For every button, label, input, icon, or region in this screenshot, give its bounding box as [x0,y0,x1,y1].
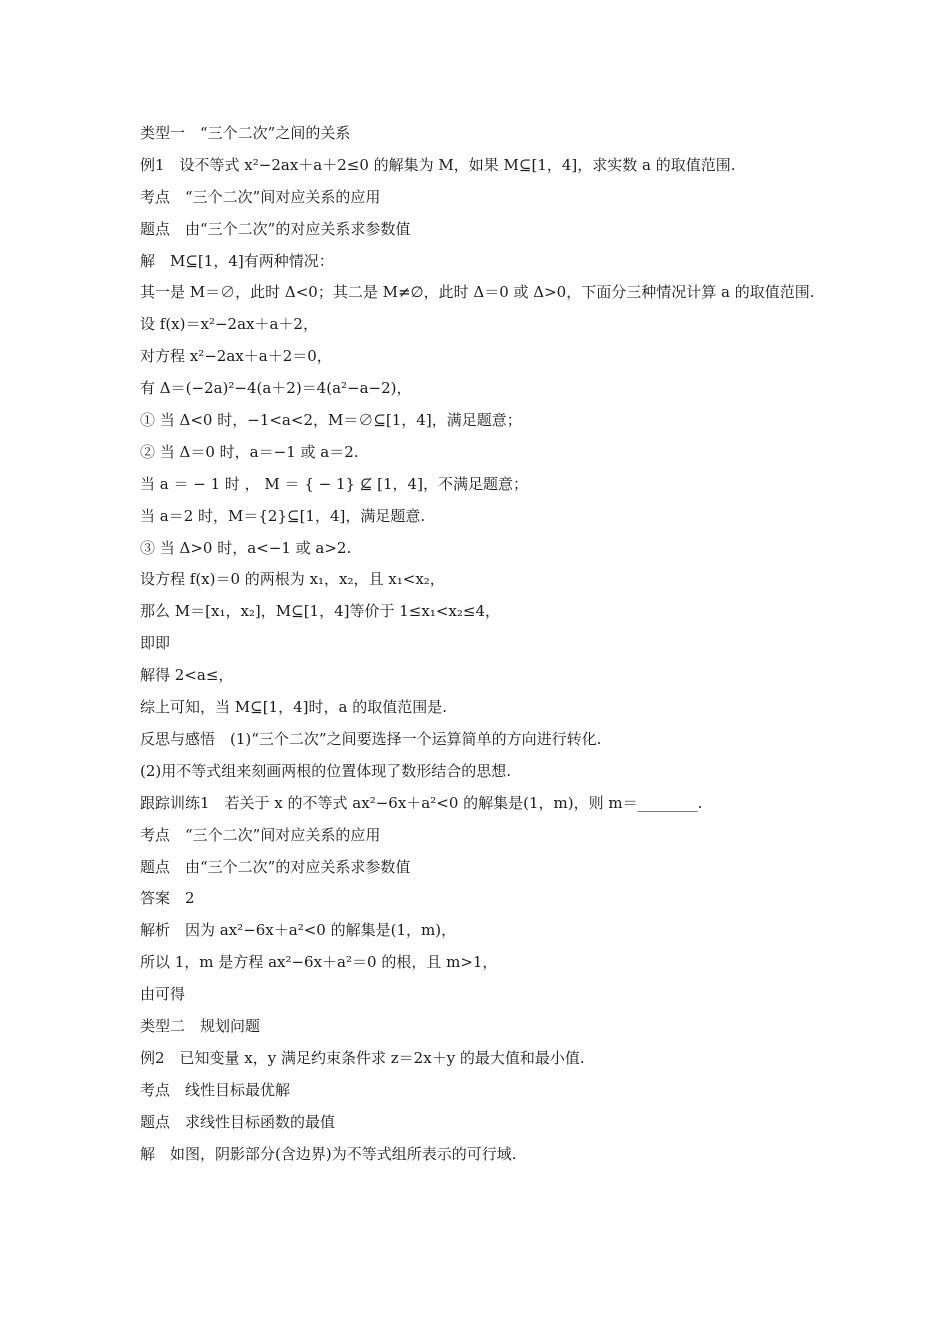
example-2-solution: 解 如图，阴影部分(含边界)为不等式组所表示的可行域. [140,1144,517,1163]
solution-case-1: ① 当 Δ<0 时，−1<a<2，M＝∅⊆[1，4]，满足题意； [140,411,522,430]
document-body [140,118,820,1170]
solution-case-2b: 当 a＝2 时，M＝{2}⊆[1，4]，满足题意. [140,506,426,525]
practice-1-analysis-3: 由可得 [140,985,186,1004]
example-1-topic: 考点 “三个二次”间对应关系的应用 [140,187,381,206]
example-2-statement: 例2 已知变量 x，y 满足约束条件求 z＝2x＋y 的最大值和最小值. [140,1048,585,1067]
practice-1-analysis: 解析 因为 ax²−6x＋a²<0 的解集是(1，m)， [140,921,457,940]
section-heading-type-1: 类型一 “三个二次”之间的关系 [140,124,351,142]
example-1-statement: 例1 设不等式 x²−2ax＋a＋2≤0 的解集为 M，如果 M⊆[1，4]，求实数 a 的取值范围. [140,155,736,174]
reflection-2: (2)用不等式组来刻画两根的位置体现了数形结合的思想. [140,761,512,780]
section-heading-type-2: 类型二 规划问题 [140,1016,261,1035]
example-2-topic: 考点 线性目标最优解 [140,1080,291,1099]
practice-1-answer: 答案 2 [140,889,195,908]
solution-case-2a: 当 a ＝ − 1 时 ， M ＝ { − 1} ⊈ [1，4]，不满足题意； [140,474,528,493]
solution-cases-paragraph: 其一是 M＝∅，此时 Δ<0；其二是 M≠∅，此时 Δ＝0 或 Δ>0，下面分三种情况计算 a 的取值范围. [140,283,815,302]
solution-result: 解得 2<a≤， [140,666,234,685]
practice-1-topic: 考点 “三个二次”间对应关系的应用 [140,825,381,844]
solution-case-2: ② 当 Δ＝0 时，a＝−1 或 a＝2. [140,442,359,461]
solution-discriminant: 有 Δ＝(−2a)²−4(a＋2)＝4(a²−a−2)， [140,379,412,398]
reflection-1: 反思与感悟 (1)“三个二次”之间要选择一个运算简单的方向进行转化. [140,729,602,748]
solution-equivalence: 那么 M＝[x₁，x₂]，M⊆[1，4]等价于 1≤x₁<x₂≤4， [140,602,501,621]
solution-conclusion: 综上可知，当 M⊆[1，4]时，a 的取值范围是. [140,698,447,717]
solution-ji: 即即 [140,634,171,653]
solution-case-3: ③ 当 Δ>0 时，a<−1 或 a>2. [140,538,352,557]
practice-1-statement: 跟踪训练1 若关于 x 的不等式 ax²−6x＋a²<0 的解集是(1，m)，则 m＝________. [140,793,703,812]
example-2-subtopic: 题点 求线性目标函数的最值 [140,1112,336,1131]
solution-intro: 解 M⊆[1，4]有两种情况： [140,251,334,270]
practice-1-subtopic: 题点 由“三个二次”的对应关系求参数值 [140,857,411,876]
practice-1-analysis-2: 所以 1，m 是方程 ax²−6x＋a²＝0 的根，且 m>1， [140,953,498,972]
solution-roots: 设方程 f(x)＝0 的两根为 x₁，x₂，且 x₁<x₂， [140,570,445,589]
solution-define-f: 设 f(x)＝x²−2ax＋a＋2， [140,315,318,334]
solution-equation: 对方程 x²−2ax＋a＋2＝0， [140,347,332,366]
example-1-subtopic: 题点 由“三个二次”的对应关系求参数值 [140,219,411,238]
